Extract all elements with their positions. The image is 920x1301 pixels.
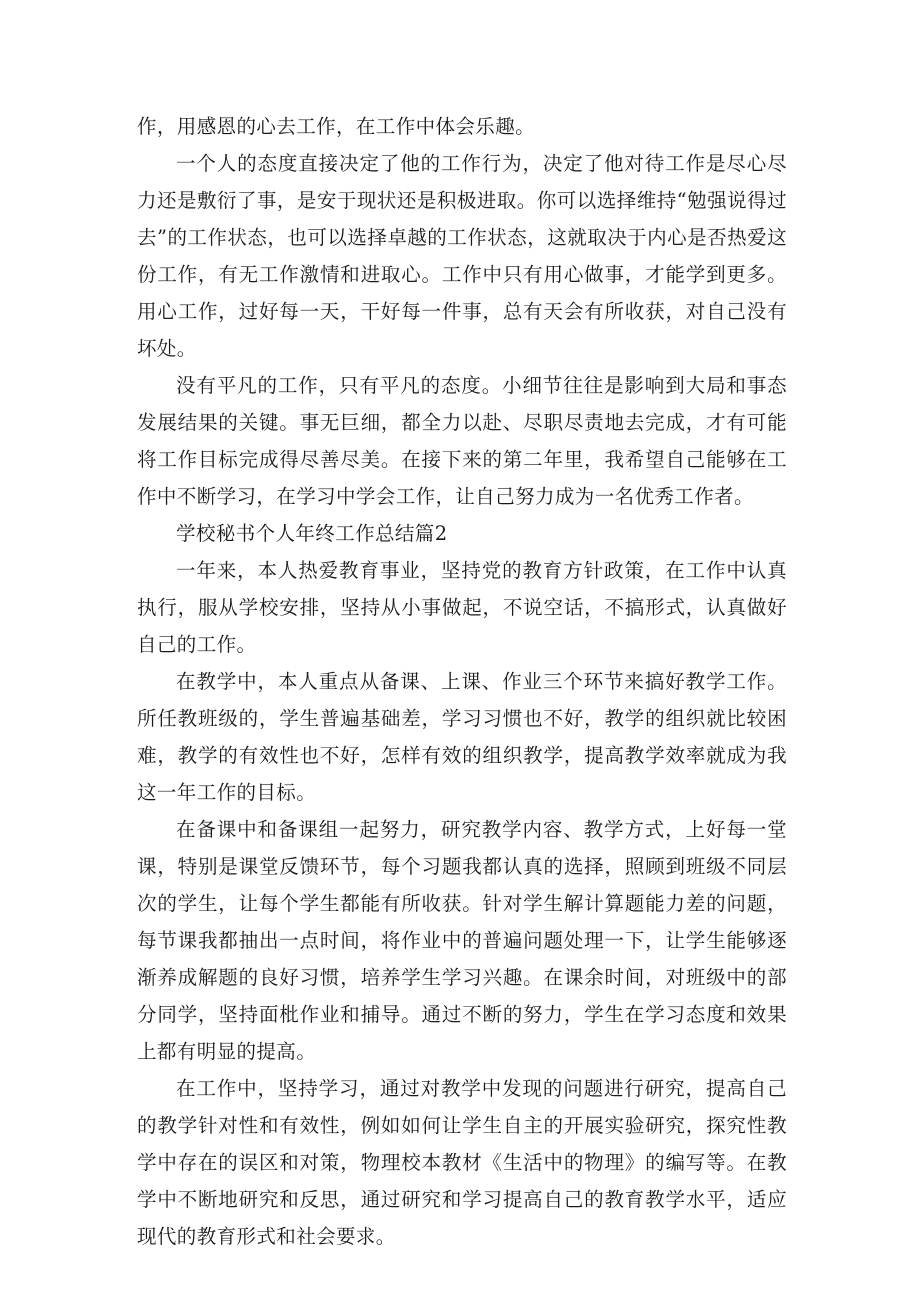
paragraph-attitude: 一个人的态度直接决定了他的工作行为，决定了他对待工作是尽心尽力还是敷衍了事，是安于现状还是积极进取。你可以选择维持“勉强说得过去”的工作状态，也可以选择卓越的工作状态，这就取决于内心是否热爱这份工作，有无工作激情和进取心。工作中只有用心做事，才能学到更多。用心工作，过好每一天，干好每一件事，总有天会有所收获，对自己没有坏处。 <box>137 152 787 360</box>
paragraph-teaching: 在教学中，本人重点从备课、上课、作业三个环节来搞好教学工作。所任教班级的，学生普遍基础差，学习习惯也不好，教学的组织就比较困难，教学的有效性也不好，怎样有效的组织教学，提高教学效率就成为我这一年工作的目标。 <box>137 670 787 804</box>
document-body <box>137 108 787 1255</box>
paragraph-lesson-prep: 在备课中和备课组一起努力，研究教学内容、教学方式，上好每一堂课，特别是课堂反馈环节，每个习题我都认真的选择，照顾到班级不同层次的学生，让每个学生都能有所收获。针对学生解计算题能力差的问题，每节课我都抽出一点时间，将作业中的普遍问题处理一下，让学生能够逐渐养成解题的良好习惯，培养学生学习兴趣。在课余时间，对班级中的部分同学，坚持面枇作业和捕导。通过不断的努力，学生在学习态度和效果上都有明显的提高。 <box>137 818 787 1063</box>
paragraph-research: 在工作中，坚持学习，通过对教学中发现的问题进行研究，提高自己的教学针对性和有效性，例如如何让学生自主的开展实验研究，探究性教学中存在的误区和对策，物理校本教材《生活中的物理》的编写等。在教学中不断地研究和反思，通过研究和学习提高自己的教育教学水平，适应现代的教育形式和社会要求。 <box>137 1077 787 1248</box>
paragraph-continuation: 作，用感恩的心去工作，在工作中体会乐趣。 <box>137 115 536 138</box>
paragraph-year-summary: 一年来，本人热爱教育事业，坚持党的教育方针政策，在工作中认真执行，服从学校安排，坚持从小事做起，不说空话，不搞形式，认真做好自己的工作。 <box>137 559 787 656</box>
paragraph-ordinary-work: 没有平凡的工作，只有平凡的态度。小细节往往是影响到大局和事态发展结果的关键。事无巨细，都全力以赴、尽职尽责地去完成，才有可能将工作目标完成得尽善尽美。在接下来的第二年里，我希望自己能够在工作中不断学习，在学习中学会工作，让自己努力成为一名优秀工作者。 <box>137 374 787 508</box>
section-heading: 学校秘书个人年终工作总结篇2 <box>176 522 448 545</box>
